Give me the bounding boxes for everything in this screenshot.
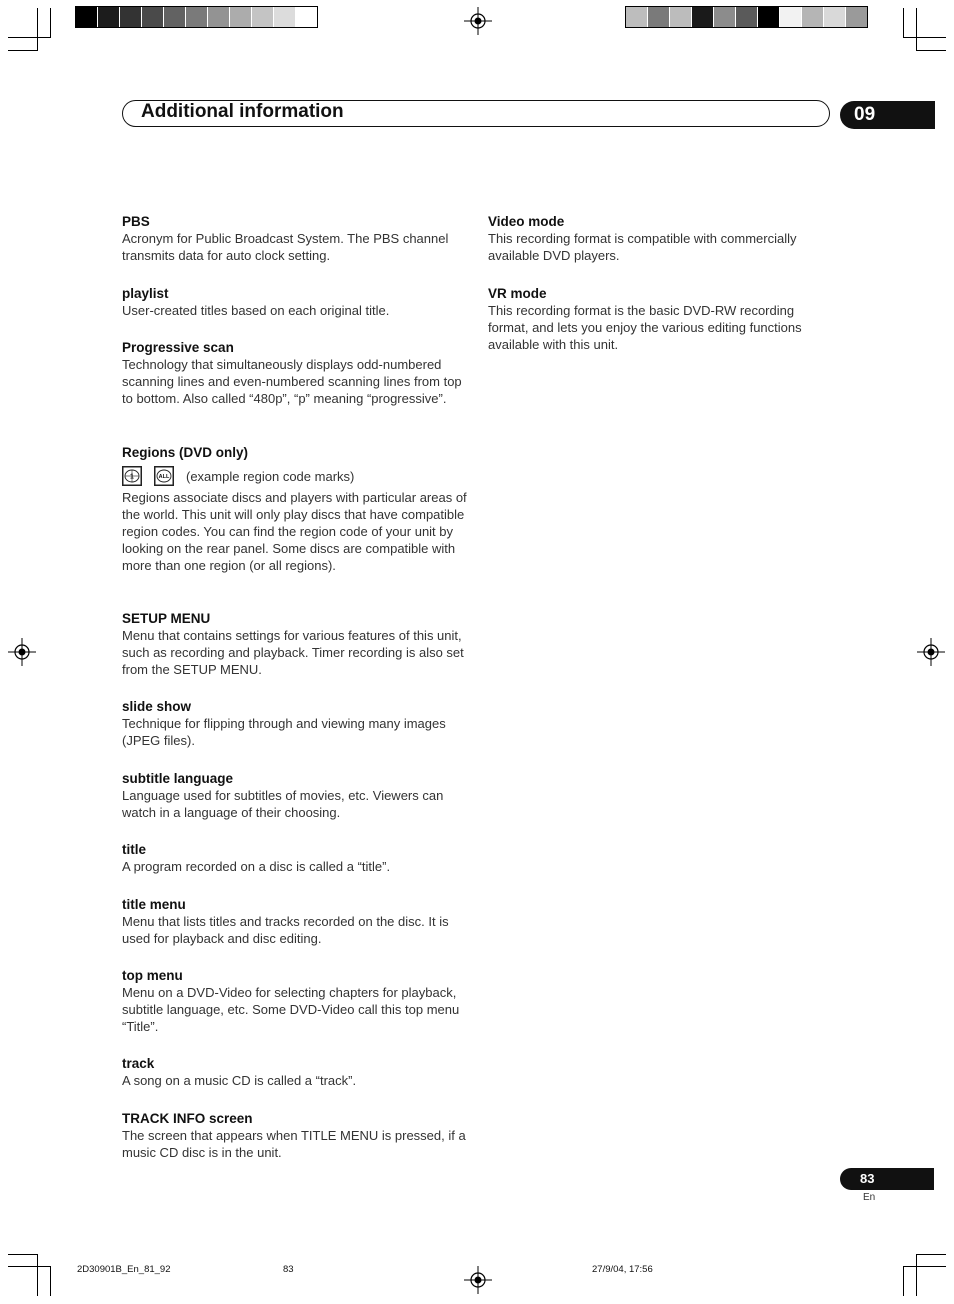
glossary-entry — [122, 444, 468, 610]
swatch — [670, 7, 692, 27]
swatch — [98, 7, 120, 27]
glossary-term: top menu — [122, 968, 183, 983]
swatch — [802, 7, 824, 27]
chapter-number: 09 — [840, 101, 935, 129]
slug-date: 27/9/04, 17:56 — [592, 1264, 653, 1275]
swatch — [274, 7, 296, 27]
glossary-definition: Technology that simultaneously displays odd-numbered scanning lines and even-numbered scanning lines from top to bottom. Also called “480p”, “p” meaning “progressive”. — [122, 357, 462, 406]
glossary-entry — [122, 1055, 468, 1110]
glossary-term: title menu — [122, 897, 186, 912]
glossary-term: track — [122, 1056, 155, 1071]
glossary-definition: Menu that contains settings for various features of this unit, such as recording and playback. Timer recording is also set from the SETUP MENU. — [122, 628, 464, 677]
glossary-left-column — [122, 213, 468, 1161]
glossary-entry — [122, 610, 468, 698]
glossary-entry — [122, 770, 468, 841]
swatch — [714, 7, 736, 27]
glossary-term: TRACK INFO screen — [122, 1111, 253, 1126]
page-title: Additional information — [141, 101, 344, 122]
glossary-term: Regions (DVD only) — [122, 445, 249, 460]
glossary-definition: Menu on a DVD-Video for selecting chapters for playback, subtitle language, etc. Some DVD-Video call this top menu “Title”. — [122, 985, 460, 1034]
glossary-entry — [122, 967, 468, 1055]
glossary-entry — [122, 841, 468, 896]
glossary-entry — [122, 213, 468, 285]
swatch — [186, 7, 208, 27]
glossary-entry — [488, 285, 828, 353]
swatch — [736, 7, 758, 27]
swatch — [76, 7, 98, 27]
glossary-entry — [122, 698, 468, 770]
region-all-icon — [154, 466, 174, 486]
region-all-label: ALL — [158, 474, 170, 481]
glossary-definition: Technique for flipping through and viewing many images (JPEG files). — [122, 716, 446, 748]
swatch — [120, 7, 142, 27]
slug-file: 2D30901B_En_81_92 — [77, 1264, 171, 1275]
registration-mark-icon — [464, 7, 492, 35]
region-1-label: 1 — [130, 473, 134, 481]
language-code: En — [863, 1192, 876, 1203]
swatch — [626, 7, 648, 27]
swatch — [780, 7, 802, 27]
swatch — [230, 7, 252, 27]
swatch — [648, 7, 670, 27]
region-marks — [122, 464, 468, 488]
glossary-entry — [488, 213, 828, 285]
swatch — [296, 7, 317, 27]
glossary-entry — [122, 1110, 468, 1161]
glossary-definition: Language used for subtitles of movies, etc. Viewers can watch in a language of their choosing. — [122, 788, 444, 820]
registration-mark-icon — [8, 638, 36, 666]
glossary-definition: A program recorded on a disc is called a “title”. — [122, 859, 391, 874]
swatch — [208, 7, 230, 27]
swatch — [252, 7, 274, 27]
glossary-term: PBS — [122, 214, 150, 229]
glossary-entry — [122, 285, 468, 339]
glossary-term: playlist — [122, 286, 169, 301]
glossary-definition: A song on a music CD is called a “track”. — [122, 1073, 357, 1088]
slug-page: 83 — [283, 1264, 294, 1275]
region-marks-caption: (example region code marks) — [186, 468, 355, 484]
glossary-term: title — [122, 842, 147, 857]
glossary-definition: User-created titles based on each original title. — [122, 303, 390, 318]
glossary-term: SETUP MENU — [122, 611, 211, 626]
swatch — [164, 7, 186, 27]
swatch — [824, 7, 846, 27]
glossary-entry — [122, 896, 468, 967]
swatch — [142, 7, 164, 27]
glossary-term: Progressive scan — [122, 340, 234, 355]
glossary-definition: Menu that lists titles and tracks recorded on the disc. It is used for playback and disc editing. — [122, 914, 449, 946]
glossary-definition: This recording format is compatible with commercially available DVD players. — [488, 231, 797, 263]
glossary-definition: Regions associate discs and players with particular areas of the world. This unit will only play discs that have compatible region codes. You can find the region code of your unit by looking on the rear panel. Some discs are compatible with more than one region (or all regions). — [122, 490, 467, 573]
swatch — [758, 7, 780, 27]
registration-mark-icon — [464, 1266, 492, 1294]
glossary-term: VR mode — [488, 286, 547, 301]
color-bar-left — [75, 6, 318, 28]
registration-mark-icon — [917, 638, 945, 666]
glossary-definition: This recording format is the basic DVD-RW recording format, and lets you enjoy the various editing functions available with this unit. — [488, 303, 802, 352]
glossary-entry — [122, 339, 468, 444]
swatch — [692, 7, 714, 27]
glossary-term: slide show — [122, 699, 192, 714]
glossary-right-column — [488, 213, 828, 353]
glossary-definition: The screen that appears when TITLE MENU is pressed, if a music CD disc is in the unit. — [122, 1128, 466, 1160]
page-number: 83 — [840, 1168, 934, 1190]
swatch — [846, 7, 867, 27]
glossary-term: subtitle language — [122, 771, 234, 786]
color-bar-right — [625, 6, 868, 28]
region-1-icon — [122, 466, 142, 486]
glossary-term: Video mode — [488, 214, 565, 229]
glossary-definition: Acronym for Public Broadcast System. The PBS channel transmits data for auto clock setting. — [122, 231, 449, 263]
